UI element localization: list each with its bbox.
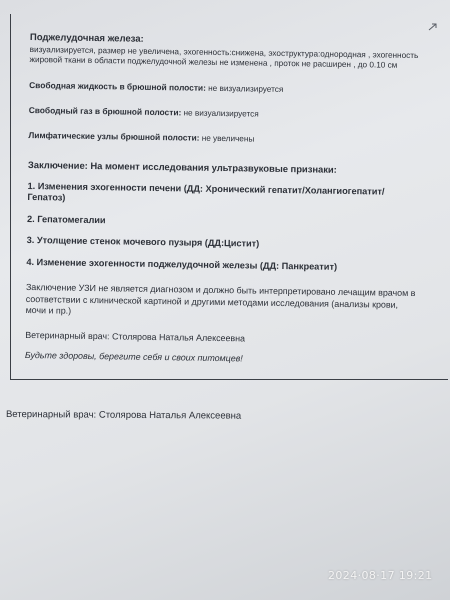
conclusion-heading: Заключение: На момент исследования ультразвуковые признаки: (27, 158, 337, 175)
finding-item: 4. Изменение эхогенности поджелудочной железы (ДД: Панкреатит) (26, 256, 338, 272)
disclaimer-text: Заключение УЗИ не является диагнозом и должно быть интерпретировано лечащим врачом в соответствии с клинической картиной и другими методами исследования (анализы крови, мочи и пр.) (25, 282, 416, 316)
doctor-signature: Ветеринарный врач: Столярова Наталья Алексеевна (25, 329, 246, 343)
free-fluid-value: не визуализируется (208, 83, 284, 94)
free-gas-label: Свободный газ в брюшной полости: (28, 104, 182, 118)
photo-timestamp: 2024·08·17 19:21 (328, 569, 433, 582)
report-content (25, 32, 420, 366)
free-gas-value: не визуализируется (183, 108, 259, 119)
lymph-nodes-value: не увеличены (201, 133, 255, 144)
farewell-text: Будьте здоровы, берегите себя и своих питомцев! (24, 349, 243, 363)
free-gas-line (29, 105, 419, 122)
pancreas-heading: Поджелудочная железа: (29, 32, 144, 45)
pancreas-text: визуализируется, размер не увеличена, эхогенность:снижена, эхоструктура:однородная , эхогенность жировой ткани в области поджелудочной железы не изменена , проток не расширен , до 0.10 см (29, 44, 419, 71)
lymph-nodes-label: Лимфатические узлы брюшной полости: (28, 129, 200, 143)
pen-mark (428, 22, 438, 32)
free-fluid-label: Свободная жидкость в брюшной полости: (29, 79, 207, 93)
free-fluid-line (29, 80, 419, 97)
finding-item: 3. Утолщение стенок мочевого пузыря (ДД:Цистит) (26, 235, 260, 249)
footer-doctor: Ветеринарный врач: Столярова Наталья Алексеевна (5, 409, 242, 422)
lymph-nodes-line (28, 130, 418, 147)
finding-item: 2. Гепатомегалии (26, 213, 106, 226)
finding-item: 1. Изменения эхогенности печени (ДД: Хронический гепатит/Холангиогепатит/Гепатоз) (27, 180, 385, 203)
